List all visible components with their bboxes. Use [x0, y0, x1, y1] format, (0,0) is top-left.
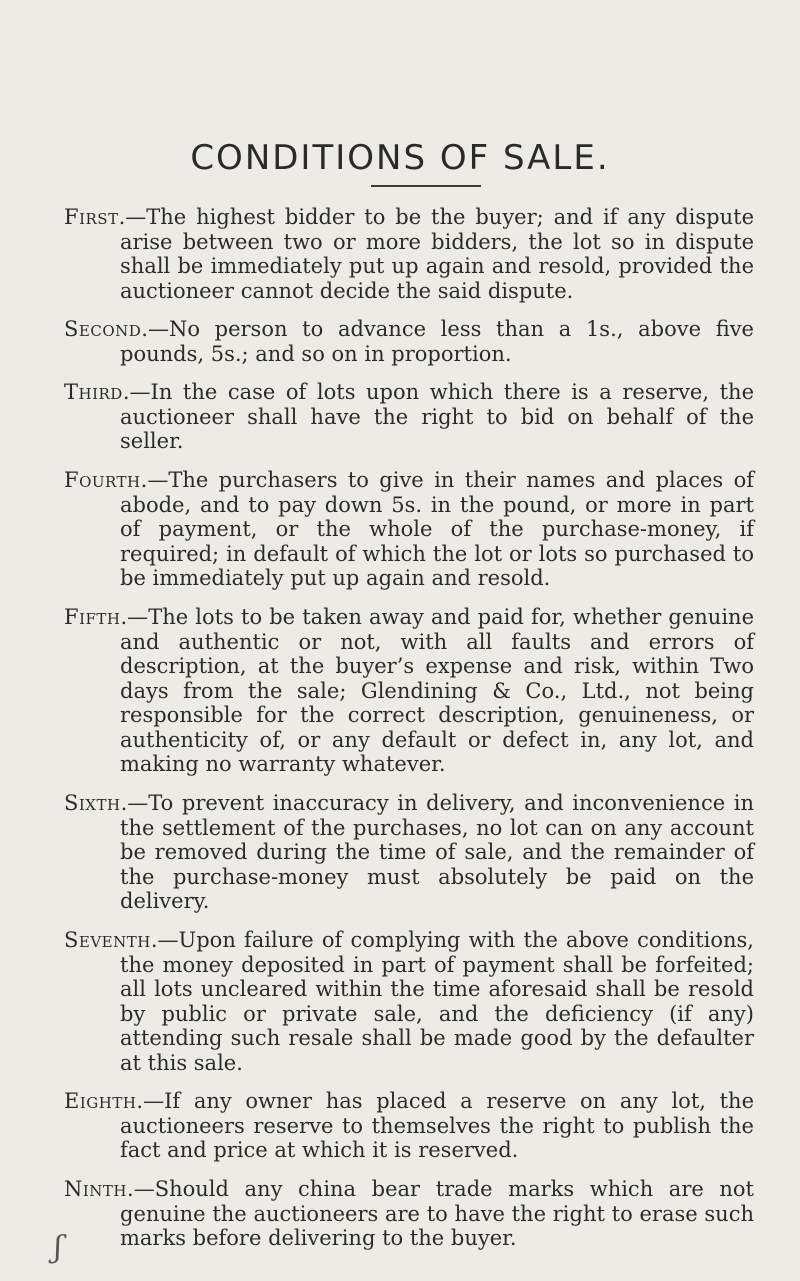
- clause-text: If any owner has placed a reserve on any lot, the auctioneers reserve to themselves the right to publish the fact and price at which it is reserved.: [120, 1089, 754, 1162]
- title-rule: [371, 185, 481, 187]
- clause-label: Third: [64, 380, 123, 404]
- clause-text: No person to advance less than a 1s., above five pounds, 5s.; and so on in proportion.: [120, 317, 754, 366]
- clause-second: Second.—No person to advance less than a 1s., above five pounds, 5s.; and so on in proportion.: [64, 317, 754, 366]
- page-title: CONDITIONS OF SALE.: [190, 138, 610, 178]
- clause-label: Eighth: [64, 1089, 137, 1113]
- clause-label: First: [64, 205, 119, 229]
- clause-label: Ninth: [64, 1177, 128, 1201]
- clause-fifth: Fifth.—The lots to be taken away and paid for, whether genuine and authentic or not, with all faults and errors of description, at the buyer’s expense and risk, within Two days from the sale; Glendining & Co., Ltd., not being responsible for the correct description, genuineness, or authenticity of, or any default or defect in, any lot, and making no warranty whatever.: [64, 605, 754, 776]
- clause-third: Third.—In the case of lots upon which there is a reserve, the auctioneer shall have the right to bid on behalf of the seller.: [64, 380, 754, 453]
- clause-text: In the case of lots upon which there is a reserve, the auctioneer shall have the right to bid on behalf of the seller.: [120, 380, 754, 453]
- clause-text: The lots to be taken away and paid for, whether genuine and authentic or not, with all faults and errors of description, at the buyer’s expense and risk, within Two days from the sale; Glendining & Co., Ltd., not being responsible for the correct description, genuineness, or authenticity of, or any default or defect in, any lot, and making no warranty whatever.: [120, 605, 754, 776]
- clause-text: Should any china bear trade marks which are not genuine the auctioneers are to have the right to erase such marks before delivering to the buyer.: [120, 1177, 754, 1250]
- clause-label: Fourth: [64, 468, 141, 492]
- clause-label: Fifth: [64, 605, 121, 629]
- clause-text: The purchasers to give in their names and places of abode, and to pay down 5s. in the pound, or more in part of payment, or the whole of the purchase-money, if required; in default of which the lot or lots so purchased to be immediately put up again and resold.: [120, 468, 754, 590]
- clause-eighth: Eighth.—If any owner has placed a reserve on any lot, the auctioneers reserve to themselves the right to publish the fact and price at which it is reserved.: [64, 1089, 754, 1162]
- clause-label: Sixth: [64, 791, 121, 815]
- clause-text: To prevent inaccuracy in delivery, and inconvenience in the settlement of the purchases, no lot can on any account be removed during the time of sale, and the remainder of the purchase-money must absolutely be paid on the delivery.: [120, 791, 754, 913]
- clause-label: Second: [64, 317, 142, 341]
- clause-fourth: Fourth.—The purchasers to give in their names and places of abode, and to pay down 5s. in the pound, or more in part of payment, or the whole of the purchase-money, if required; in default of which the lot or lots so purchased to be immediately put up again and resold.: [64, 468, 754, 590]
- clause-ninth: Ninth.—Should any china bear trade marks which are not genuine the auctioneers are to have the right to erase such marks before delivering to the buyer.: [64, 1177, 754, 1250]
- pencil-mark: ʃ: [54, 1230, 63, 1265]
- clause-text: Upon failure of complying with the above conditions, the money deposited in part of payment shall be forfeited; all lots uncleared within the time aforesaid shall be resold by public or private sale, and the deficiency (if any) attending such resale shall be made good by the defaulter at this sale.: [120, 928, 754, 1075]
- clause-sixth: Sixth.—To prevent inaccuracy in delivery, and inconvenience in the settlement of the purchases, no lot can on any account be removed during the time of sale, and the remainder of the purchase-money must absolutely be paid on the delivery.: [64, 791, 754, 913]
- clause-first: First.—The highest bidder to be the buyer; and if any dispute arise between two or more bidders, the lot so in dispute shall be immediately put up again and resold, provided the auctioneer cannot decide the said dispute.: [64, 205, 754, 303]
- clause-text: The highest bidder to be the buyer; and if any dispute arise between two or more bidders, the lot so in dispute shall be immediately put up again and resold, provided the auctioneer cannot decide the said dispute.: [120, 205, 754, 303]
- clause-seventh: Seventh.—Upon failure of complying with the above conditions, the money deposited in part of payment shall be forfeited; all lots uncleared within the time aforesaid shall be resold by public or private sale, and the deficiency (if any) attending such resale shall be made good by the defaulter at this sale.: [64, 928, 754, 1075]
- clause-label: Seventh: [64, 928, 151, 952]
